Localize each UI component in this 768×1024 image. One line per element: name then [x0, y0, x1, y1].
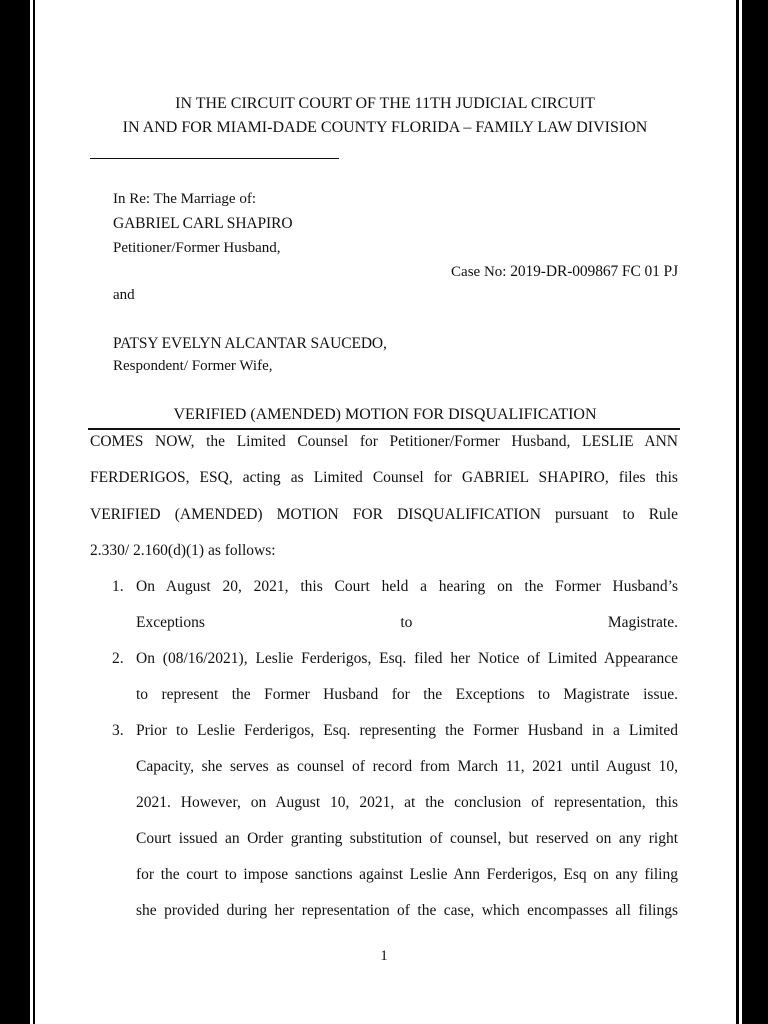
- item-line: Exceptions to Magistrate.: [136, 614, 678, 631]
- court-header-line-2: IN AND FOR MIAMI-DADE COUNTY FLORIDA – FAMILY LAW DIVISION: [122, 119, 648, 136]
- petitioner-role: Petitioner/Former Husband,: [113, 240, 281, 256]
- page-edge-right-line: [736, 0, 739, 1024]
- counsel-name-part-1: LESLIE ANN: [581, 433, 678, 450]
- document-title: VERIFIED (AMENDED) MOTION FOR DISQUALIFICATION: [173, 406, 597, 423]
- item-line: for the court to impose sanctions against Leslie Ann Ferderigos, Esq on any filing: [136, 866, 678, 883]
- item-line: On (08/16/2021), Leslie Ferderigos, Esq. filed her Notice of Limited Appearance: [136, 650, 678, 667]
- court-header-line-1: IN THE CIRCUIT COURT OF THE 11TH JUDICIAL CIRCUIT: [175, 95, 595, 112]
- case-number-line: [451, 263, 678, 281]
- caption-rule: [90, 158, 339, 159]
- item-line: to represent the Former Husband for the Exceptions to Magistrate issue.: [136, 686, 678, 703]
- motion-title-inline: VERIFIED (AMENDED) MOTION FOR DISQUALIFICATION: [90, 506, 541, 523]
- page-edge-right: [742, 0, 768, 1024]
- item-line: she provided during her representation of the case, which encompasses all filings: [136, 902, 678, 919]
- intro-text: , acting as Limited Counsel for: [228, 469, 462, 486]
- item-number: 3.: [112, 722, 124, 739]
- client-name: GABRIEL SHAPIRO: [461, 469, 605, 486]
- page-edge-left: [0, 0, 30, 1024]
- intro-line-1: [90, 433, 678, 451]
- item-line: Prior to Leslie Ferderigos, Esq. representing the Former Husband in a Limited: [136, 722, 678, 739]
- item-line: Capacity, she serves as counsel of record from March 11, 2021 until August 10,: [136, 758, 678, 775]
- title-rule: [88, 428, 680, 430]
- respondent-role: Respondent/ Former Wife,: [113, 358, 273, 374]
- intro-line-2: [90, 469, 678, 487]
- item-number: 1.: [112, 578, 124, 595]
- intro-text: pursuant to Rule: [540, 506, 678, 523]
- counsel-name-part-2: FERDERIGOS, ESQ: [90, 469, 229, 486]
- and-label: and: [113, 287, 135, 303]
- case-number-label: Case No:: [451, 264, 511, 280]
- page-number: 1: [380, 948, 388, 964]
- item-number: 2.: [112, 650, 124, 667]
- respondent-name: PATSY EVELYN ALCANTAR SAUCEDO,: [113, 335, 387, 352]
- page-edge-left-line: [33, 0, 35, 1024]
- item-line: On August 20, 2021, this Court held a hearing on the Former Husband’s: [136, 578, 678, 595]
- intro-line-4: 2.330/ 2.160(d)(1) as follows:: [90, 542, 276, 559]
- in-re-label: In Re: The Marriage of:: [113, 191, 257, 207]
- intro-text: COMES NOW, the Limited Counsel for Petitioner/Former Husband,: [90, 433, 582, 450]
- item-line: Court issued an Order granting substitution of counsel, but reserved on any right: [136, 830, 678, 847]
- intro-text: , files this: [604, 469, 678, 486]
- case-number: 2019-DR-009867 FC 01 PJ: [510, 263, 678, 280]
- item-line: 2021. However, on August 10, 2021, at the conclusion of representation, this: [136, 794, 678, 811]
- petitioner-name: GABRIEL CARL SHAPIRO: [113, 215, 293, 232]
- intro-line-3: [90, 506, 678, 524]
